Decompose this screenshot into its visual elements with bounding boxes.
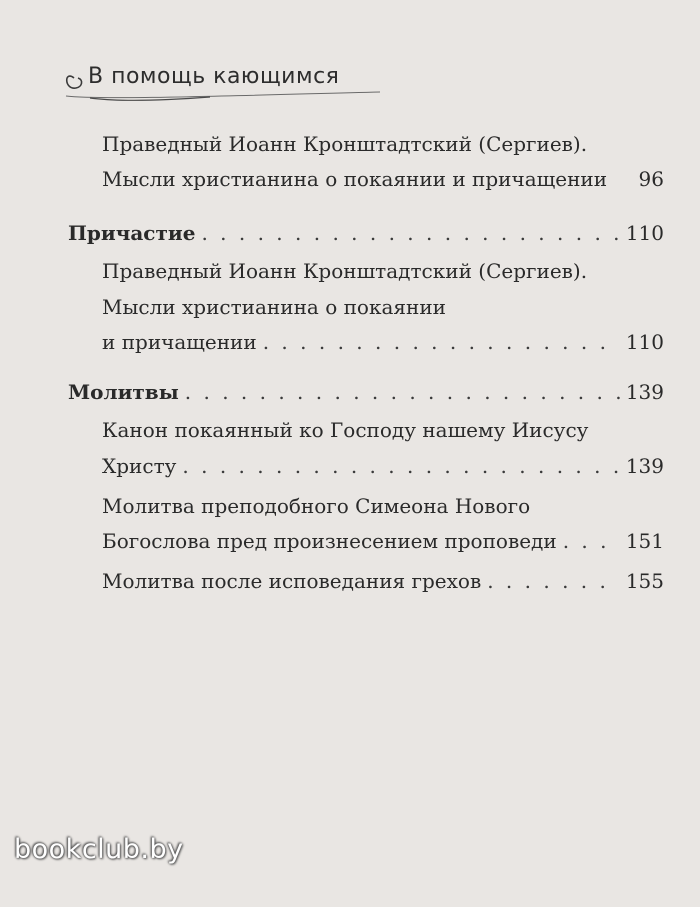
toc-entry-row xyxy=(102,166,664,192)
toc-entry-row xyxy=(102,329,664,355)
toc-leader-dots xyxy=(487,568,620,594)
toc-entry-text: Молитва после исповедания грехов xyxy=(102,569,482,593)
toc-page-number: 139 xyxy=(625,454,664,478)
toc-entry-text: и причащении xyxy=(102,330,257,354)
toc-section-row xyxy=(68,220,664,246)
toc-section-title: Молитвы xyxy=(68,380,179,404)
toc-entry-row xyxy=(102,568,664,594)
toc-section-row xyxy=(68,379,664,405)
running-header-title: В помощь кающимся xyxy=(88,64,340,89)
toc-page-number: 155 xyxy=(625,569,664,593)
toc-page-number: 151 xyxy=(625,529,664,553)
toc-section-title: Причастие xyxy=(68,221,196,245)
toc-leader-dots xyxy=(263,329,620,355)
toc-entry-text: Богослова пред произнесением проповеди xyxy=(102,529,557,553)
running-header xyxy=(60,56,380,106)
toc-page-number: 96 xyxy=(638,167,664,191)
toc-entry-row xyxy=(102,453,664,479)
toc-leader-dots xyxy=(563,528,620,554)
toc-entry-line: Праведный Иоанн Кронштадтский (Сергиев). xyxy=(102,132,588,156)
toc-entry-text: Христу xyxy=(102,454,177,478)
toc-entry-line: Праведный Иоанн Кронштадтский (Сергиев). xyxy=(102,259,588,283)
toc-entry-line: Молитва преподобного Симеона Нового xyxy=(102,494,531,518)
toc-entry-text: Мысли христианина о покаянии и причащении xyxy=(102,167,608,191)
toc-page-number: 139 xyxy=(625,380,664,404)
toc-leader-dots xyxy=(182,453,619,479)
toc-leader-dots xyxy=(185,379,620,405)
toc-leader-dots xyxy=(201,220,619,246)
toc-page-number: 110 xyxy=(625,330,664,354)
toc-entry-line: Мысли христианина о покаянии xyxy=(102,295,446,319)
toc-entry-row xyxy=(102,528,664,554)
toc-page-number: 110 xyxy=(625,221,664,245)
toc-entry-line: Канон покаянный ко Господу нашему Иисусу xyxy=(102,418,589,442)
watermark-text: bookclub.by xyxy=(14,834,184,865)
